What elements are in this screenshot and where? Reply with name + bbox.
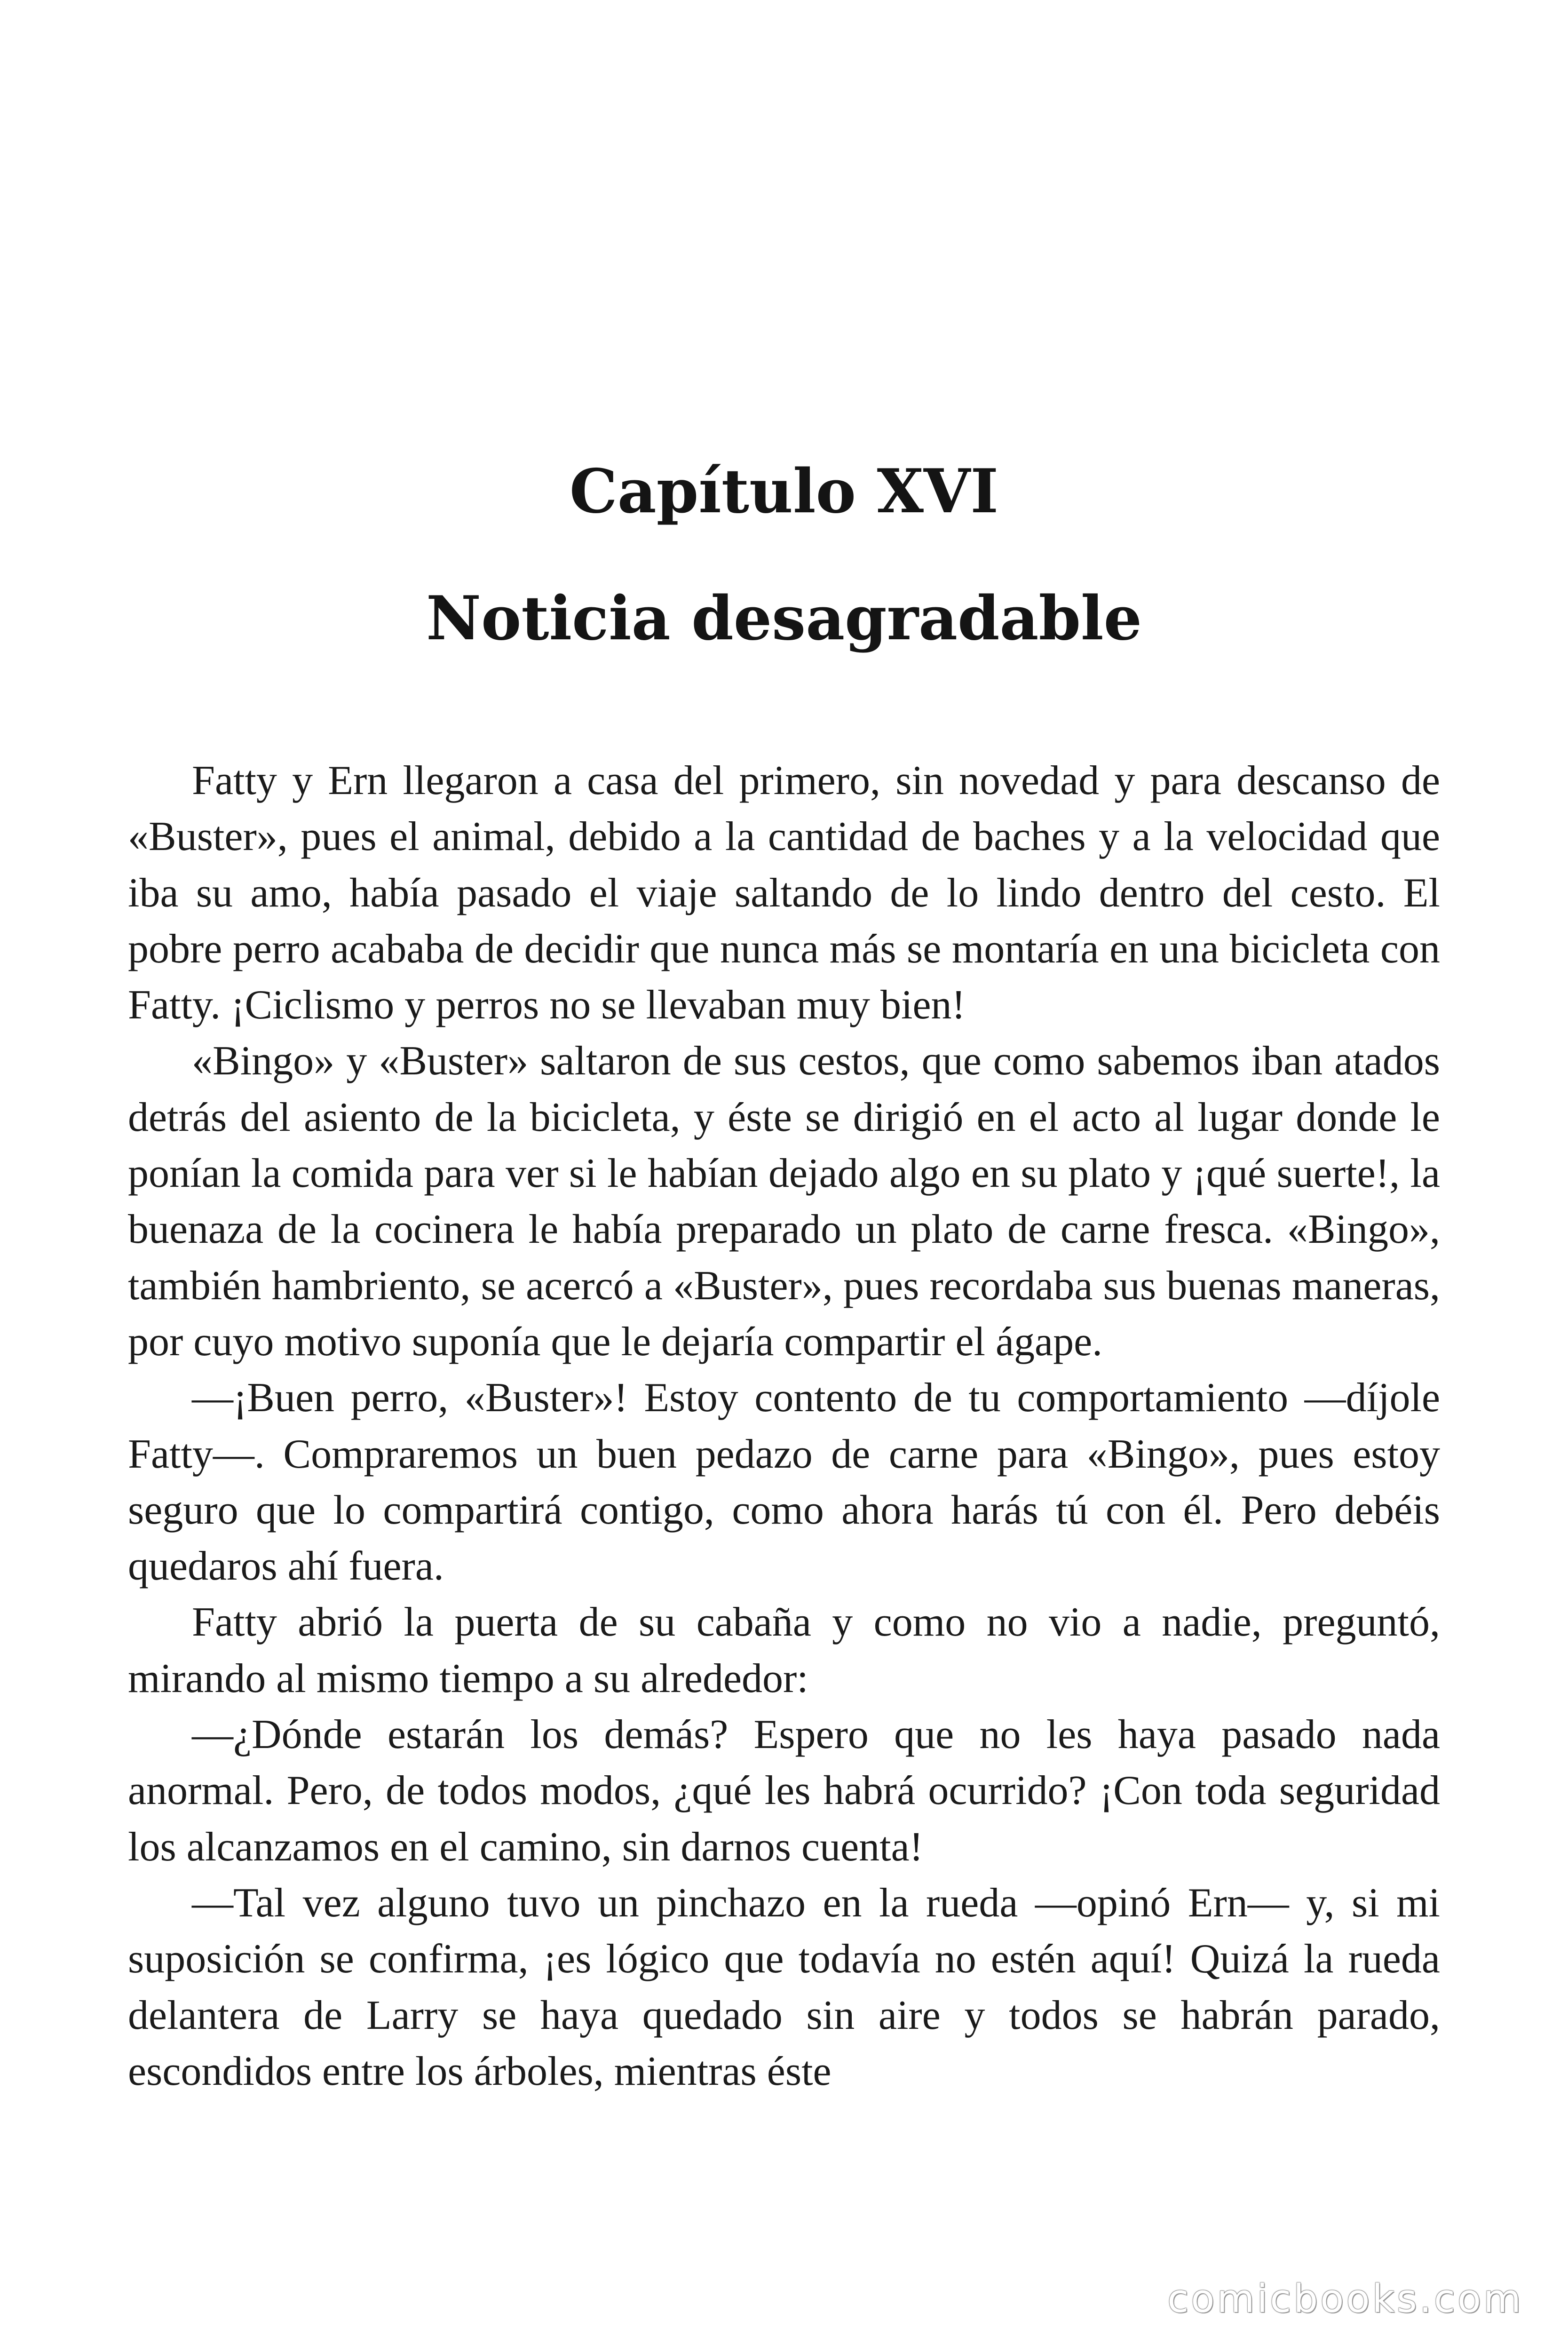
paragraph: Fatty abrió la puerta de su cabaña y como no vio a nadie, preguntó, mirando al mismo tiempo a su alrededor: (128, 1599, 1440, 1701)
paragraph: —¡Buen perro, «Buster»! Estoy contento de tu comportamiento —díjole Fatty—. Compraremos un buen pedazo de carne para «Bingo», pues estoy seguro que lo compartirá contigo, como ahora harás tú con él. Pero debéis quedaros ahí fuera. (128, 1375, 1440, 1589)
watermark: comicbooks.com (1167, 2277, 1523, 2321)
chapter-number: Capítulo XVI (569, 456, 999, 527)
paragraph: «Bingo» y «Buster» saltaron de sus cestos, que como sabemos iban atados detrás del asiento de la bicicleta, y éste se dirigió en el acto al lugar donde le ponían la comida para ver si le habían dejado algo en su plato y ¡qué suerte!, la buenaza de la cocinera le había preparado un plato de carne fresca. «Bingo», también hambriento, se acercó a «Buster», pues recordaba sus buenas maneras, por cuyo motivo suponía que le dejaría compartir el ágape. (128, 1038, 1440, 1365)
paragraph: Fatty y Ern llegaron a casa del primero, sin novedad y para descanso de «Buster», pues el animal, debido a la cantidad de baches y a la velocidad que iba su amo, había pasado el viaje saltando de lo lindo dentro del cesto. El pobre perro acababa de decidir que nunca más se montaría en una bicicleta con Fatty. ¡Ciclismo y perros no se llevaban muy bien! (128, 758, 1440, 1028)
paragraph: —Tal vez alguno tuvo un pinchazo en la rueda —opinó Ern— y, si mi suposición se confirma, ¡es lógico que todavía no estén aquí! Quizá la rueda delantera de Larry se haya quedado sin aire y todos se habrán parado, escondidos entre los árboles, mientras éste (128, 1880, 1440, 2094)
chapter-title: Noticia desagradable (426, 583, 1142, 654)
body-text (128, 753, 1440, 2099)
paragraph: —¿Dónde estarán los demás? Espero que no les haya pasado nada anormal. Pero, de todos modos, ¿qué les habrá ocurrido? ¡Con toda seguridad los alcanzamos en el camino, sin darnos cuenta! (128, 1712, 1440, 1870)
